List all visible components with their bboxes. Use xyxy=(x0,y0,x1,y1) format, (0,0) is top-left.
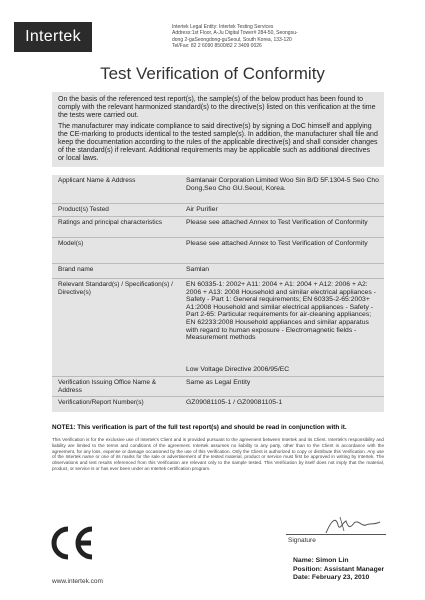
intro-box xyxy=(52,92,384,167)
table-row xyxy=(52,263,384,273)
row-value: Please see attached Annex to Test Verification of Conformity xyxy=(186,219,368,226)
row-value: GZ09081105-1 / GZ09081105-1 xyxy=(186,399,283,406)
intro-paragraph: The manufacturer may indicate compliance to said directive(s) by signing a DoC himself and applying the CE-marking to products identical to the tested sample(s). In addition, the manufacturer shall file and keep the documentation according to the rules of the applicable directive(s) and shall consider changes of the standard(s) if relevant. Additional requirements may be applicable such as additional directives or local laws. xyxy=(58,122,378,163)
row-value: Same as Legal Entity xyxy=(186,379,251,386)
row-value: Samlanair Corporation Limited Woo Sin B/D 5F.1304-5 Seo Cho Dong,Seo Cho GU.Seoul, Korea. xyxy=(186,177,379,192)
intro-paragraph: On the basis of the referenced test report(s), the sample(s) of the below product has been found to comply with the relevant harmonized standard(s) to the directive(s) listed on this verification at the time the tests were carried out. xyxy=(58,96,376,120)
table-row xyxy=(52,216,384,226)
row-value: Samlan xyxy=(186,266,210,273)
website-url: www.intertek.com xyxy=(52,578,103,585)
signer-name: Name: Simon Lin xyxy=(293,557,349,564)
company-line: Address:1st Floor, A-Ju Digital Tower# 284-50, Seongsu- xyxy=(172,30,298,37)
legal-disclaimer: This Verification is for the exclusive use of Intertek's Client and is provided pursuant to the agreement between Intertek and its Client. Intertek's responsibility and liability are limited to the terms and conditions of the agreement. Intertek assumes no liability to any party, other than to the Client in accordance with the agreement, for any loss, expense or damage occasioned by the use of this Verification. Only the Client is authorized to copy or distribute this Verification. Any use of the Intertek name or one of its marks for the sale or advertisement of the tested material, product or service must first be approved in writing by Intertek. The observations and test results referenced from this Verification are relevant only to the sample tested. This Verification by itself does not imply that the material, product, or service is or has ever been under an Intertek certification program. xyxy=(52,437,384,471)
company-line: Tel/Fax: 82 2 6090 8500/82 2 3409 0026 xyxy=(172,43,262,50)
table-row xyxy=(52,396,384,406)
row-label: Product(s) Tested xyxy=(58,206,109,213)
signature-label: Signature xyxy=(288,537,316,544)
row-label: Applicant Name & Address xyxy=(58,177,136,184)
document-title: Test Verification of Conformity xyxy=(100,64,325,83)
row-label: Relevant Standard(s) / Specification(s) / Directive(s) xyxy=(58,281,173,296)
signed-date: Date: February 23, 2010 xyxy=(293,574,370,582)
table-row xyxy=(52,376,384,394)
signer-details xyxy=(293,557,384,583)
company-address-block xyxy=(172,24,362,50)
ce-mark-icon xyxy=(48,524,96,562)
table-row xyxy=(52,278,384,342)
note-text: NOTE1: This verification is part of the full test report(s) and should be read in conjunction with it. xyxy=(52,424,347,431)
intertek-logo: Intertek xyxy=(14,22,92,52)
table-row xyxy=(52,203,384,213)
row-label: Verification/Report Number(s) xyxy=(58,399,144,406)
row-label: Verification Issuing Office Name & Address xyxy=(58,379,157,394)
company-line: Intertek Legal Entity: Intertek Testing Services xyxy=(172,24,274,30)
row-value: Air Purifier xyxy=(186,206,218,213)
details-table xyxy=(52,175,384,412)
row-label: Ratings and principal characteristics xyxy=(58,219,163,226)
company-line: dong 2-gaSeongdong-guSeoul, South Korea, 133-120 xyxy=(172,36,292,43)
row-label: Brand name xyxy=(58,266,94,273)
row-label: Model(s) xyxy=(58,240,84,247)
row-value: Please see attached Annex to Test Verification of Conformity xyxy=(186,240,368,247)
row-value: Low Voltage Directive 2006/95/EC xyxy=(186,366,290,373)
signature-line xyxy=(286,534,386,535)
row-value: EN 60335-1: 2002+ A11: 2004 + A1: 2004 + A12: 2006 + A2: 2006 + A13: 2008 Household and similar electrical appliances - Safety - Part 1: General requirements; EN 60335-2-65:2003+ A1:2008 Household and similar electrical appliances - Safety - Part 2-65: Particular requirements for air-cleaning appliances; EN 62233:2008 Household appliances and similar apparatus with regard to human exposure - Electromagnetic fields - Measurement methods xyxy=(186,281,376,342)
table-row xyxy=(52,237,384,247)
signer-position: Position: Assistant Manager xyxy=(293,565,385,573)
